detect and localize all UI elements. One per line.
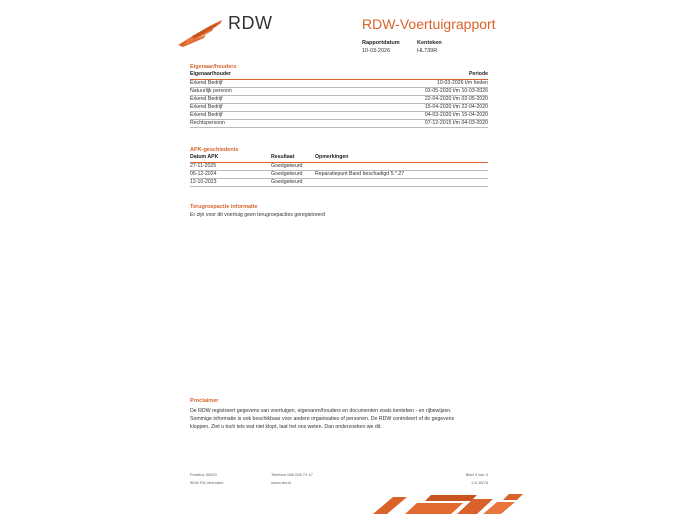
disclaimer-line: Sommige informatie is ook beschikbaar voor andere organisaties of personen. De RDW controleert of de gegevens <box>190 416 455 422</box>
footer-page-number: Blad 3 van 3 <box>465 472 488 477</box>
table-row <box>190 119 488 127</box>
col-owner-header: Eigenaar/houder <box>190 71 309 79</box>
result-cell: Goedgekeurd <box>271 178 315 186</box>
owner-cell: Erkend Bedrijf <box>190 103 309 111</box>
logo-text: RDW <box>228 13 273 33</box>
apk-date-cell: 12-10-2023 <box>190 178 271 186</box>
apk-section-title: APK-geschiedenis <box>190 147 239 153</box>
period-cell: 07-12-2015 t/m 04-03-2020 <box>309 119 488 127</box>
disclaimer-title: Proclaimer <box>190 398 219 404</box>
table-row <box>190 95 488 103</box>
disclaimer-line: De RDW registreert gegevens van voertuigen, eigenaren/houders en documenten zoals kenteken - en rijbewijzen. <box>190 408 452 414</box>
remarks-cell <box>315 178 488 186</box>
plate-value: HL739R <box>417 48 438 54</box>
table-row <box>190 162 488 170</box>
owners-header-row <box>190 71 488 79</box>
recall-text: Er zijn voor dit voertuig geen terugroepacties geregistreerd <box>190 212 325 218</box>
report-date-value: 10-03-2026 <box>362 48 391 54</box>
table-row <box>190 170 488 178</box>
footer-contact <box>271 471 313 487</box>
owner-cell: Erkend Bedrijf <box>190 95 309 103</box>
owner-cell: Natuurlijk persoon <box>190 87 309 95</box>
col-result-header: Resultaat <box>271 154 315 162</box>
owners-table <box>190 71 488 128</box>
table-row <box>190 178 488 186</box>
footer-website: www.rdw.nl <box>271 480 292 485</box>
footer-version: 2.6.18/78 <box>471 480 488 485</box>
footer-postbus: Postbus 30000 <box>190 472 217 477</box>
result-cell: Goedgekeurd <box>271 170 315 178</box>
footer-page-info <box>438 471 488 487</box>
period-cell: 02-05-2020 t/m 10-03-2026 <box>309 87 488 95</box>
col-apk-date-header: Datum APK <box>190 154 271 162</box>
period-cell: 04-03-2020 t/m 15-04-2020 <box>309 111 488 119</box>
remarks-cell: Reparatiepunt Band beschadigd 5.*.27 <box>315 170 488 178</box>
table-row <box>190 79 488 87</box>
apk-header-row <box>190 154 488 162</box>
owner-cell: Erkend Bedrijf <box>190 111 309 119</box>
document-title: RDW-Voertuigrapport <box>362 16 496 32</box>
rdw-logo-icon <box>176 18 224 48</box>
decorative-stripes-icon <box>365 494 525 514</box>
table-row <box>190 103 488 111</box>
owners-section-title: Eigenaar/houders <box>190 64 237 70</box>
table-row <box>190 87 488 95</box>
plate-label: Kenteken <box>417 40 442 46</box>
owner-cell: Rechtspersoon <box>190 119 309 127</box>
apk-date-cell: 06-12-2024 <box>190 170 271 178</box>
disclaimer-line: kloppen. Ziet u toch iets wat niet klopt, laat het ons weten. Dan onderzoeken we dit. <box>190 424 382 430</box>
footer-address <box>190 471 223 487</box>
footer-city: 9640 RA Veendam <box>190 480 224 485</box>
period-cell: 15-04-2020 t/m 22-04-2020 <box>309 103 488 111</box>
period-cell: 22-04-2020 t/m 02-05-2020 <box>309 95 488 103</box>
col-period-header: Periode <box>309 71 488 79</box>
recall-section-title: Terugroepactie informatie <box>190 204 258 210</box>
report-date-label: Rapportdatum <box>362 40 400 46</box>
result-cell: Goedgekeurd <box>271 162 315 170</box>
table-row <box>190 111 488 119</box>
remarks-cell <box>315 162 488 170</box>
owner-cell: Erkend Bedrijf <box>190 79 309 87</box>
col-remarks-header: Opmerkingen <box>315 154 488 162</box>
apk-date-cell: 27-11-2025 <box>190 162 271 170</box>
apk-table <box>190 154 488 187</box>
period-cell: 10-03-2026 t/m heden <box>309 79 488 87</box>
footer-phone: Telefoon 088 008 74 47 <box>271 472 313 477</box>
